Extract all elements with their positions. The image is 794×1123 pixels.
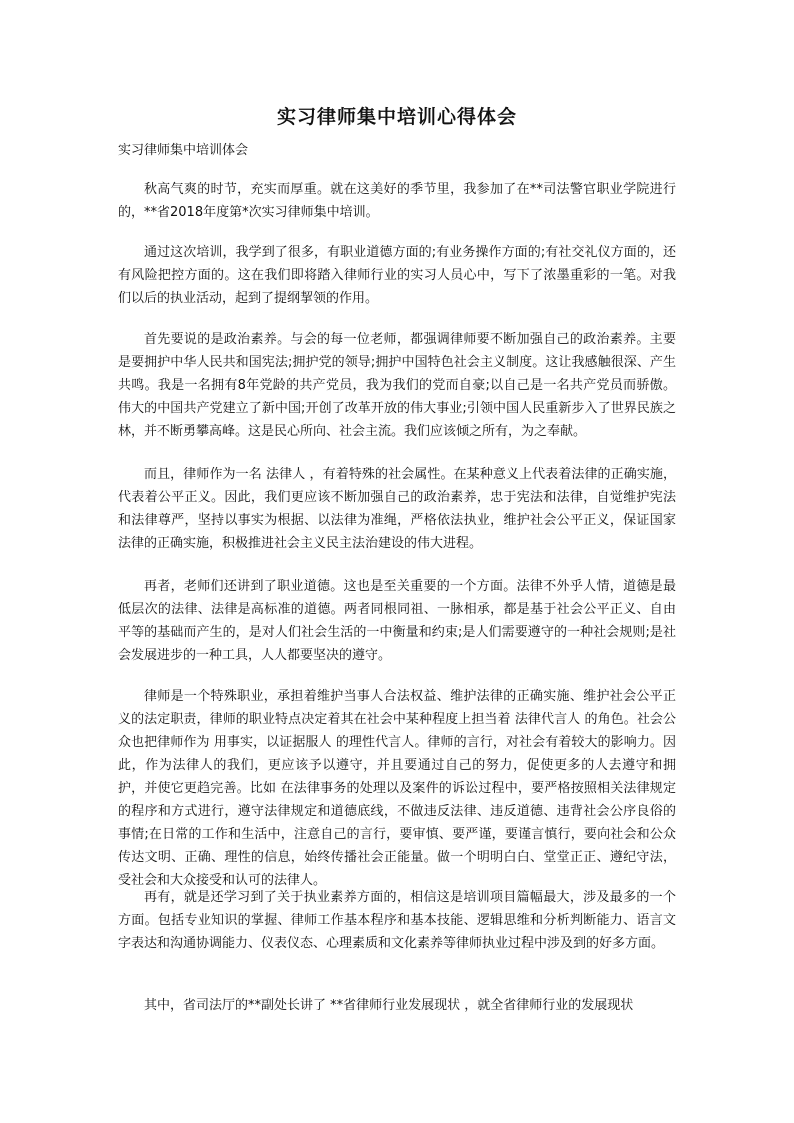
document-subtitle: 实习律师集中培训体会: [118, 143, 249, 158]
paragraph-4: 而且，律师作为一名 法律人 ，有着特殊的社会属性。在某种意义上代表着法律的正确实施，代表着公平正义。因此，我们更应该不断加强自己的政治素养，忠于宪法和法律，自觉维护宪法和法律尊严，坚持以事实为根据、以法律为准绳，严格依法执业，维护社会公平正义，保证国家法律的正确实施，积极推进社会主义民主法治建设的伟大进程。: [118, 467, 676, 551]
paragraph-3: 首先要说的是政治素养。与会的每一位老师，都强调律师要不断加强自己的政治素养。主要是要拥护中华人民共和国宪法;拥护党的领导;拥护中国特色社会主义制度。这让我感触很深、产生共鸣。我是一名拥有8年党龄的共产党员，我为我们的党而自豪;以自己是一名共产党员而骄傲。伟大的中国共产党建立了新中国;开创了改革开放的伟大事业;引领中国人民重新步入了世界民族之林，并不断勇攀高峰。这是民心所向、社会主流。我们应该倾之所有，为之奉献。: [118, 332, 676, 439]
paragraph-7: 再有，就是还学习到了关于执业素养方面的，相信这是培训项目篇幅最大，涉及最多的一个方面。包括专业知识的掌握、律师工作基本程序和基本技能、逻辑思维和分析判断能力、语言文字表达和沟通协调能力、仪表仪态、心理素质和文化素养等律师执业过程中涉及到的好多方面。: [118, 890, 676, 951]
paragraph-5: 再者，老师们还讲到了职业道德。这也是至关重要的一个方面。法律不外乎人情，道德是最低层次的法律、法律是高标准的道德。两者同根同祖、一脉相承，都是基于社会公平正义、自由平等的基础而产生的，是对人们社会生活的一中衡量和约束;是人们需要遵守的一种社会规则;是社会发展进步的一种工具，人人都要坚决的遵守。: [118, 579, 676, 663]
paragraph-1: 秋高气爽的时节，充实而厚重。就在这美好的季节里，我参加了在**司法警官职业学院进行的，**省2018年度第*次实习律师集中培训。: [118, 182, 676, 220]
paragraph-8: 其中，省司法厅的**副处长讲了 **省律师行业发展现状 ，就全省律师行业的发展现状: [144, 998, 634, 1013]
paragraph-2: 通过这次培训，我学到了很多，有职业道德方面的;有业务操作方面的;有社交礼仪方面的，还有风险把控方面的。这在我们即将踏入律师行业的实习人员心中，写下了浓墨重彩的一笔。对我们以后的执业活动，起到了提纲挈领的作用。: [118, 245, 676, 306]
paragraph-6: 律师是一个特殊职业，承担着维护当事人合法权益、维护法律的正确实施、维护社会公平正义的法定职责，律师的职业特点决定着其在社会中某种程度上担当着 法律代言人 的角色。社会公众也把律师作为 用事实，以证据服人 的理性代言人。律师的言行，对社会有着较大的影响力。因此，作为法律人的我们，更应该予以遵守，并且要通过自己的努力，促使更多的人去遵守和拥护，并使它更趋完善。比如 在法律事务的处理以及案件的诉讼过程中，要严格按照相关法律规定的程序和方式进行，遵守法律规定和道德底线，不做违反法律、违反道德、违背社会公序良俗的事情;在日常的工作和生活中，注意自己的言行，要审慎、要严谨，要谨言慎行，要向社会和公众传达文明、正确、理性的信息，始终传播社会正能量。做一个明明白白、堂堂正正、遵纪守法，受社会和大众接受和认可的法律人。: [118, 689, 676, 888]
page-title: 实习律师集中培训心得体会: [276, 106, 517, 128]
